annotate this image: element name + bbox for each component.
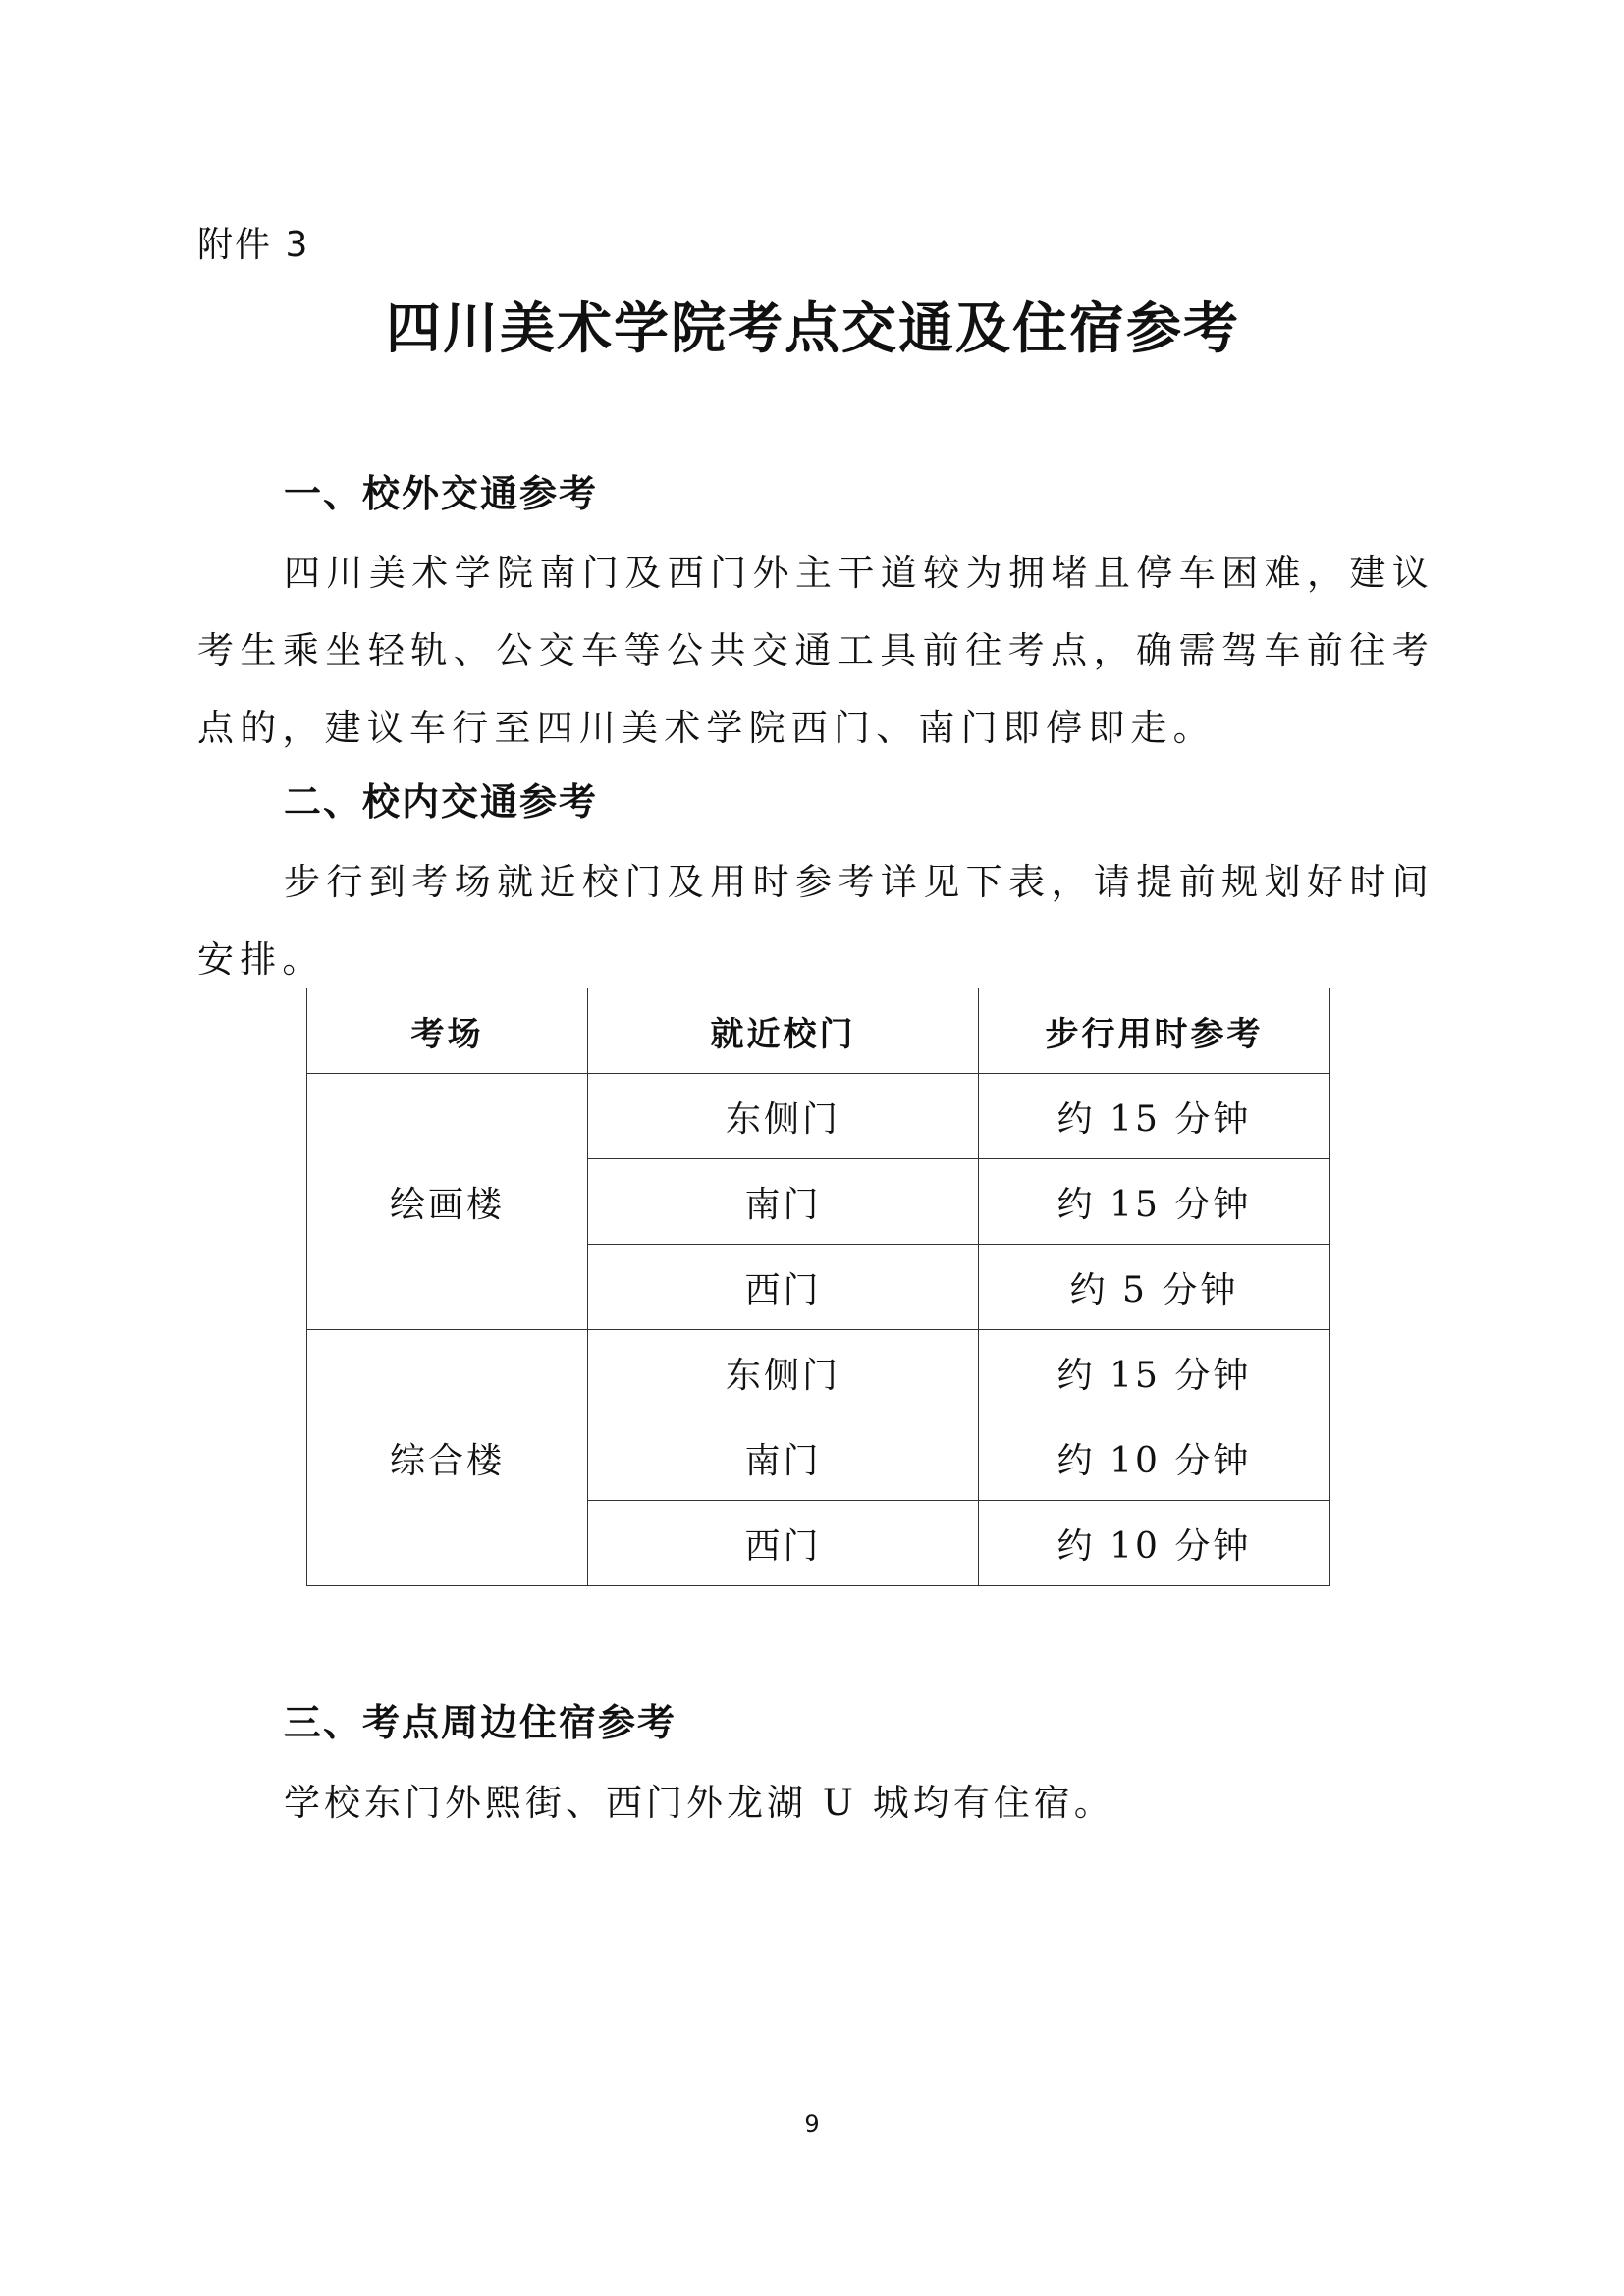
gate-cell: 西门 [588,1501,979,1586]
gate-cell: 东侧门 [588,1330,979,1415]
time-cell: 约 15 分钟 [979,1074,1330,1159]
time-cell: 约 5 分钟 [979,1245,1330,1330]
time-cell: 约 10 分钟 [979,1501,1330,1586]
header-nearest-gate: 就近校门 [588,988,979,1074]
document-title: 四川美术学院考点交通及住宿参考 [386,296,1240,361]
walking-time-table [306,988,1330,1586]
section-2-heading: 二、校内交通参考 [284,780,599,824]
section-1-heading: 一、校外交通参考 [284,472,599,515]
section-1-paragraph: 四川美术学院南门及西门外主干道较为拥堵且停车困难，建议考生乘坐轻轨、公交车等公共交通工具前往考点，确需驾车前往考点的，建议车行至四川美术学院西门、南门即停即走。 [197,552,1435,749]
header-venue: 考场 [307,988,588,1074]
table-row [307,1074,1330,1159]
venue-cell: 绘画楼 [307,1074,588,1330]
time-cell: 约 10 分钟 [979,1415,1330,1501]
gate-cell: 南门 [588,1159,979,1245]
time-cell: 约 15 分钟 [979,1330,1330,1415]
gate-cell: 东侧门 [588,1074,979,1159]
table-row [307,1330,1330,1415]
gate-cell: 西门 [588,1245,979,1330]
section-3-paragraph: 学校东门外熙街、西门外龙湖 U 城均有住宿。 [284,1782,1114,1824]
time-cell: 约 15 分钟 [979,1159,1330,1245]
attachment-label: 附件 3 [197,225,310,265]
venue-cell: 综合楼 [307,1330,588,1586]
table-header-row [307,988,1330,1074]
section-3-heading: 三、考点周边住宿参考 [284,1701,677,1744]
section-2-paragraph: 步行到考场就近校门及用时参考详见下表，请提前规划好时间安排。 [197,861,1435,981]
header-walking-time: 步行用时参考 [979,988,1330,1074]
page-number: 9 [804,2110,820,2138]
gate-cell: 南门 [588,1415,979,1501]
